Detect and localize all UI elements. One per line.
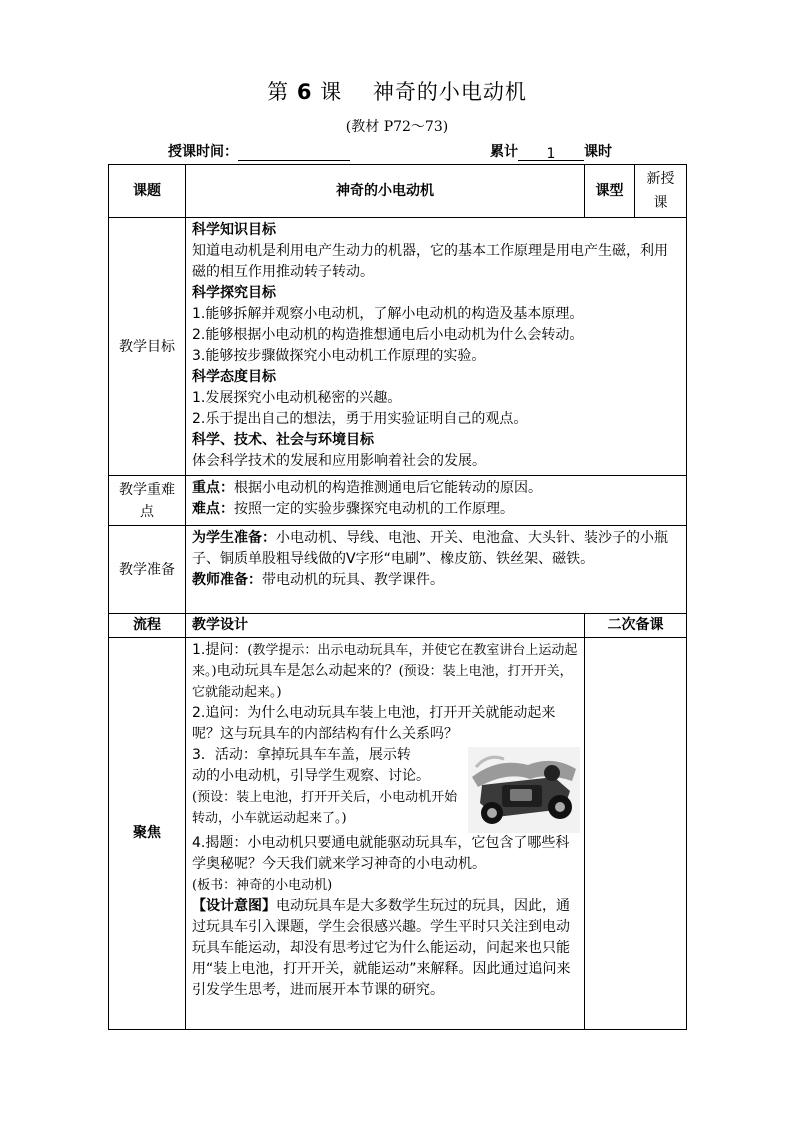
key-point-text: 根据小电动机的构造推测通电后它能转动的原因。: [234, 480, 542, 496]
objectives-label: 教学目标: [109, 218, 186, 476]
inquiry-goal-item: 2.能够根据小电动机的构造推想通电后小电动机为什么会转动。: [192, 327, 584, 343]
question-2: 2.追问：为什么电动玩具车装上电池，打开开关就能动起来呢？这与玩具车的内部结构有什么关系吗？: [192, 705, 556, 742]
objectives-row: [109, 218, 687, 476]
secondary-prep-label: 二次备课: [585, 614, 687, 638]
cumulative-label: 累计: [490, 144, 518, 160]
difficult-point-text: 按照一定的实验步骤探究电动机的工作原理。: [234, 501, 514, 517]
design-intent: [192, 896, 578, 1001]
difficult-point-label: 难点：: [192, 501, 234, 517]
secondary-prep-cell[interactable]: [585, 638, 687, 1030]
keypoints-content: [186, 476, 687, 526]
question-1: [192, 640, 578, 703]
question-3-preset: (预设：装上电池，打开开关后，小电动机开始转动，小车就运动起来了。): [192, 790, 458, 826]
flow-label: 流程: [109, 614, 186, 638]
focus-label: 聚焦: [109, 638, 186, 1030]
teach-time: [168, 141, 350, 161]
question-1-text: 电动玩具车是怎么动起来的？: [216, 663, 399, 679]
lesson-suffix: 课: [320, 80, 343, 104]
attitude-goal-item: 1.发展探究小电动机秘密的兴趣。: [192, 390, 402, 406]
design-intent-label: 【设计意图】: [192, 898, 276, 914]
attitude-goal-title: 科学态度目标: [192, 369, 276, 385]
type-label: 课型: [585, 165, 635, 218]
student-preparation-label: 为学生准备：: [192, 530, 276, 546]
question-4: 4.揭题：小电动机只要通电就能驱动玩具车，它包含了哪些科学奥秘呢？今天我们就来学习神奇的小电动机。: [192, 835, 570, 872]
cumulative-unit: 课时: [584, 144, 612, 160]
inquiry-goal-item: 1.能够拆解并观察小电动机，了解小电动机的构造及基本原理。: [192, 306, 584, 322]
lesson-plan-table: [108, 164, 687, 1030]
attitude-goal-item: 2.乐于提出自己的想法，勇于用实验证明自己的观点。: [192, 411, 528, 427]
question-3: [192, 745, 578, 829]
preparation-label: 教学准备: [109, 526, 186, 614]
focus-content: [186, 638, 585, 1030]
question-3-line-1: 3．活动：拿掉玩具车车盖，展示转: [192, 747, 411, 763]
toy-car-motor-photo-icon: [468, 747, 580, 833]
keypoints-row: [109, 476, 687, 526]
focus-row: [109, 638, 687, 1030]
flow-header-row: [109, 614, 687, 638]
topic-row: [109, 165, 687, 218]
preparation-row: [109, 526, 687, 614]
keypoints-label: 教学重难点: [109, 476, 186, 526]
board-note: (板书：神奇的小电动机): [192, 878, 333, 893]
design-intent-text: 电动玩具车是大多数学生玩过的玩具，因此，通过玩具车引入课题，学生会很感兴趣。学生平时只关注到电动玩具车能运动，却没有思考过它为什么能运动，问起来也只能用“装上电池，打开开关，就能运动”来解释。因此通过追问来引发学生思考，进而展开本节课的研究。: [192, 898, 571, 998]
key-point-label: 重点：: [192, 480, 234, 496]
student-preparation: [192, 528, 680, 570]
key-point: [192, 478, 680, 499]
inquiry-goal-item: 3.能够按步骤做探究小电动机工作原理的实验。: [192, 348, 486, 364]
topic-value: 神奇的小电动机: [186, 165, 585, 218]
sts-goal-title: 科学、技术、社会与环境目标: [192, 432, 374, 448]
design-label: 教学设计: [186, 614, 585, 638]
lesson-title: [0, 76, 794, 106]
cumulative-hours: [490, 141, 612, 161]
sts-goal-text: 体会科学技术的发展和应用影响着社会的发展。: [192, 453, 486, 469]
question-3-line-2: 动的小电动机，引导学生观察、讨论。: [192, 768, 430, 784]
question-1-preset: (预设：装上电池，打开开关，它就能动起来。): [192, 664, 573, 700]
lesson-prefix: 第: [267, 80, 290, 104]
question-1-prefix: 1.提问：: [192, 642, 248, 658]
teacher-preparation: [192, 570, 680, 591]
knowledge-goal-title: 科学知识目标: [192, 222, 276, 238]
preparation-content: [186, 526, 687, 614]
lesson-name: 神奇的小电动机: [372, 80, 527, 104]
difficult-point: [192, 499, 680, 520]
inquiry-goal-title: 科学探究目标: [192, 285, 276, 301]
question-1-note: (教学提示：出示电动玩具车，并使它在教室讲台上运动起来。): [192, 643, 578, 679]
topic-label: 课题: [109, 165, 186, 218]
student-preparation-text: 小电动机、导线、电池、开关、电池盒、大头针、装沙子的小瓶子、铜质单股粗导线做的V字形“电刷”、橡皮筋、铁丝架、磁铁。: [192, 530, 668, 567]
knowledge-goal-text: 知道电动机是利用电产生动力的机器，它的基本工作原理是用电产生磁，利用磁的相互作用推动转子转动。: [192, 243, 668, 280]
teach-time-label: 授课时间：: [168, 144, 238, 160]
teacher-preparation-label: 教师准备：: [192, 572, 262, 588]
teach-time-blank: [238, 146, 350, 161]
lesson-number: 6: [296, 80, 313, 104]
objectives-content: [186, 218, 687, 476]
cumulative-value: 1: [518, 146, 584, 161]
teacher-preparation-text: 带电动机的玩具、教学课件。: [262, 572, 444, 588]
textbook-reference: (教材 P72～73): [345, 119, 449, 135]
type-value: 新授课: [635, 165, 687, 218]
